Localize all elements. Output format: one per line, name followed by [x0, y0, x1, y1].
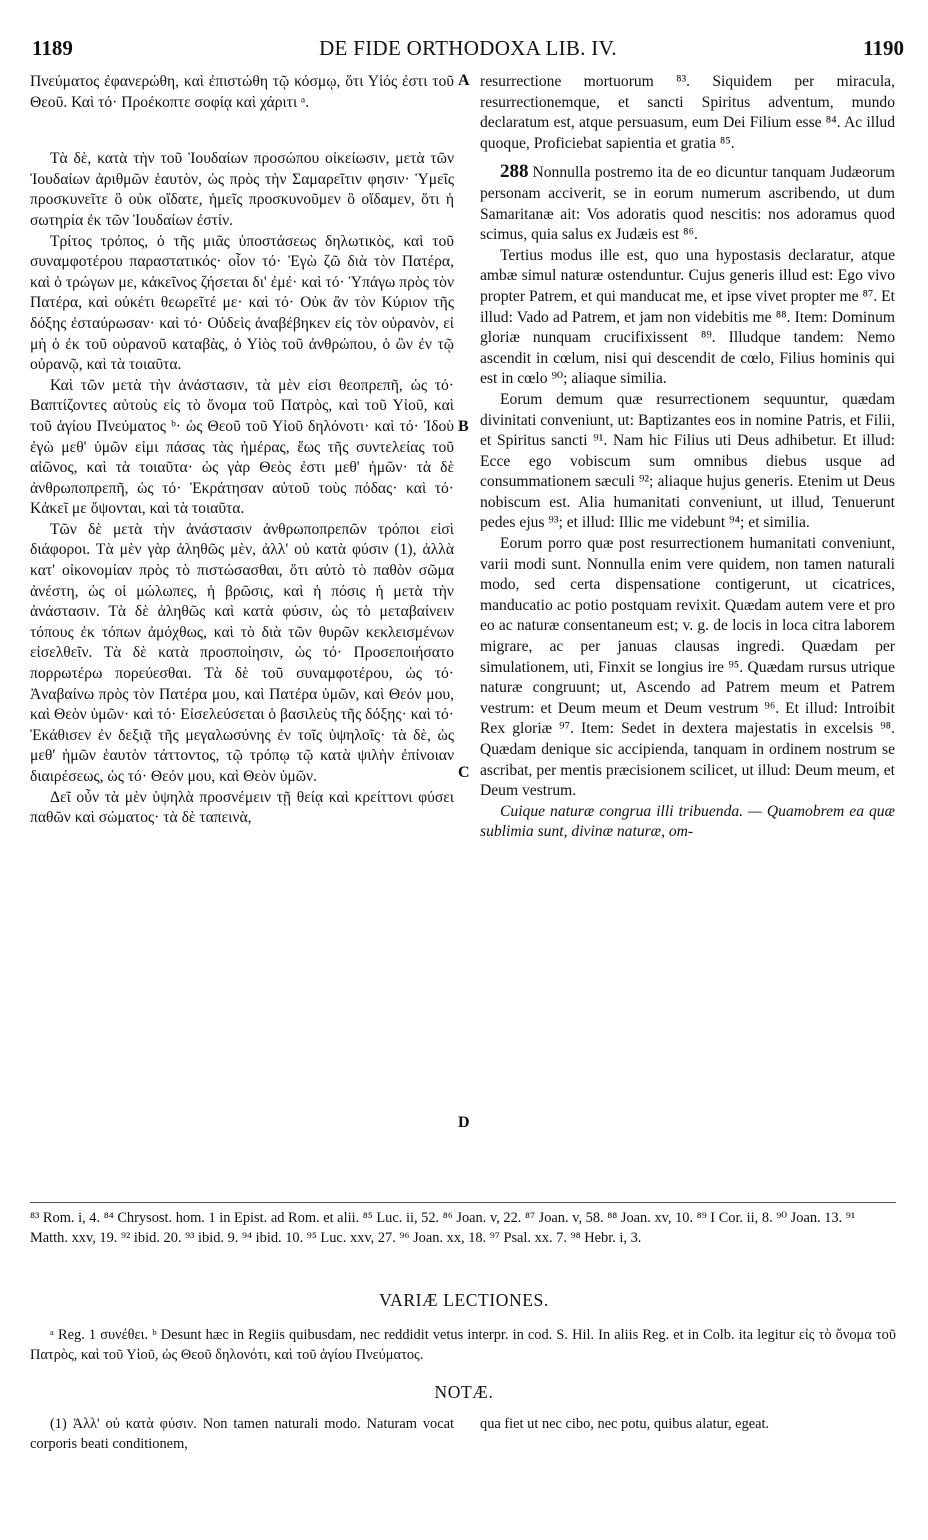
greek-paragraph: Τῶν δὲ μετὰ τὴν ἀνάστασιν ἀνθρωποπρεπῶν τρόποι εἰσὶ διάφοροι. Τὰ μὲν γὰρ ἀληθῶς μὲν, ἀλλ' οὐ κατὰ φύσιν (1), ἀλλὰ κατ' οἰκονομίαν πρὸς τὸ πιστώσασθαι, ὅτι αὐτὸ τὸ παθὸν σῶμα ἀνέστη, ὡς οἱ μώλωπες, ἡ βρῶσις, καὶ ἡ πόσις ἡ μετὰ τὴν ἀνάστασιν. Τὰ δὲ ἀληθῶς καὶ κατὰ φύσιν, ὡς τὸ μεταβαίνειν τόπους ἐκ τόπων ἀμόχθως, καὶ τὸ διὰ τῶν θυρῶν κεκλεισμένων εἰσελθεῖν. Τὰ δὲ κατὰ προσποίησιν, ὡς τό· Προσεποιήσατο πορρωτέρω πορεύεσθαι. Τὰ δὲ τοῦ συναμφοτέρου, ὡς τό· Ἀναβαίνω πρὸς τὸν Πατέρα μου, καὶ Πατέρα ὑμῶν, καὶ Θεόν μου, καὶ Θεὸν ὑμῶν· καὶ τό· Εἰσελεύσεται ὁ βασιλεὺς τῆς δόξης· καὶ τό· Ἐκάθισεν ἐν δεξιᾷ τῆς μεγαλωσύνης ἐν τοῖς ὑψηλοῖς· τὰ δὲ, ὡς μεθ' ἡμῶν ἑαυτὸν τάττοντος, τῷ τρόπῳ τῷ κατὰ ψιλὴν ἐπίνοιαν διαιρέσεως, ὡς τό· Θεόν μου, καὶ Θεὸν ὑμῶν. — [30, 520, 454, 785]
latin-column — [480, 72, 895, 843]
latin-paragraph: Tertius modus ille est, quo una hypostasis declaratur, atque ambæ simul naturæ ostenduntur. Cujus generis illud est: Ego vivo propter Patrem, et qui manducat me, et ipse vivet propter me ⁸⁷. Et illud: Vado ad Patrem, et jam non videbitis me ⁸⁸. Item: Dominum gloriæ nunquam crucifixissent ⁸⁹. Illudque tandem: Nemo ascendit in cœlum, nisi qui descendit de cœlo, Filius hominis qui est in cœlo ⁹⁰; aliaque similia. — [480, 246, 895, 388]
notae-right-text: qua fiet ut nec cibo, nec potu, quibus alatur, egeat. — [480, 1416, 770, 1432]
latin-paragraph: resurrectione mortuorum ⁸³. Siquidem per miracula, resurrectionemque, et sancti Spiritus adventum, mundo declaratum est, atque persuasum, eum Dei Filium esse ⁸⁴. Ac illud quoque, Proficiebat sapientia et gratia ⁸⁵. — [480, 73, 895, 152]
notae-right — [480, 1414, 895, 1434]
running-header — [32, 36, 904, 66]
greek-paragraph: Τὰ δὲ, κατὰ τὴν τοῦ Ἰουδαίων προσώπου οἰκείωσιν, μετὰ τῶν Ἰουδαίων ἀριθμῶν ἑαυτὸν, ὡς πρὸς τὴν Σαμαρεῖτιν φησιν· Ὑμεῖς προσκυνεῖτε ὃ οὐκ οἴδατε, ἡμεῖς προσκυνοῦμεν ὃ οἴδαμεν, ὅτι ἡ σωτηρία ἐκ τῶν Ἰουδαίων ἐστίν. — [30, 150, 454, 229]
page-number-left: 1189 — [32, 36, 73, 60]
footnote-text: ⁸³ Rom. i, 4. ⁸⁴ Chrysost. hom. 1 in Epist. ad Rom. et alii. ⁸⁵ Luc. ii, 52. ⁸⁶ Joan. v, 22. ⁸⁷ Joan. v, 58. ⁸⁸ Joan. xv, 10. ⁸⁹ I Cor. ii, 8. ⁹⁰ Joan. 13. ⁹¹ Matth. xxv, 19. ⁹² ibid. 20. ⁹³ ibid. 9. ⁹⁴ ibid. 10. ⁹⁵ Luc. xxv, 27. ⁹⁶ Joan. xx, 18. ⁹⁷ Psal. xx. 7. ⁹⁸ Hebr. i, 3. — [30, 1210, 856, 1246]
footnote-rule — [30, 1202, 896, 1203]
variae-lectiones-text: ᵃ Reg. 1 συνέθει. ᵇ Desunt hæc in Regiis quibusdam, nec reddidit vetus interpr. in cod. S. Hil. In aliis Reg. et in Colb. ita legitur εἰς τὸ ὄνομα τοῦ Πατρὸς, καὶ τοῦ Υἱοῦ, ὡς Θεοῦ δηλονότι, καὶ τοῦ ἁγίου Πνεύματος. — [30, 1327, 896, 1363]
margin-marker-c: C — [458, 764, 470, 781]
margin-marker-a: A — [458, 72, 470, 89]
latin-paragraph-text: Nonnulla postremo ita de eo dicuntur tanquam Judæorum personam acciverit, se in eorum numerum ascribendo, ut dum Samaritanæ ait: Vos adoratis quod nescitis: nos adoramus quod scimus, quia salus ex Judæis est ⁸⁶. — [480, 164, 895, 244]
latin-paragraph: Eorum porro quæ post resurrectionem humanitati conveniunt, varii modi sunt. Nonnulla enim vere quidem, non tamen naturali modo, sed certa dispensatione contigerunt, ut cicatrices, manducatio ac potio postquam revixit. Quædam autem vere et pro eo ac naturæ consentaneum est; v. g. de locis in loca citra laborem migrare, ac per januas clausas ingredi. Quædam per simulationem, uti, Finxit se longius ire ⁹⁵. Quædam rursus utrique naturæ congruunt; ut, Ascendo ad Patrem meum et Patrem vestrum: et Deum meum et Deum vestrum ⁹⁶. Et illud: Introibit Rex gloriæ ⁹⁷. Item: Sedet in dextera majestatis in excelsis ⁹⁸. Quædam denique sic accipienda, tanquam in ordinem nostrum se ascribat, per mentis præcisionem scilicet, ut illud: Deum meum, et Deum vestrum. — [480, 535, 895, 800]
variae-lectiones — [30, 1325, 896, 1365]
margin-marker-d: D — [458, 1114, 470, 1131]
greek-paragraph: Πνεύματος ἐφανερώθη, καὶ ἐπιστώθη τῷ κόσμῳ, ὅτι Υἱός ἐστι τοῦ Θεοῦ. Καὶ τό· Προέκοπτε σοφίᾳ καὶ χάριτι ᵃ. — [30, 73, 454, 111]
running-title: DE FIDE ORTHODOXA LIB. IV. — [319, 36, 617, 60]
latin-paragraph-288 — [480, 162, 895, 245]
greek-paragraph: Τρίτος τρόπος, ὁ τῆς μιᾶς ὑποστάσεως δηλωτικὸς, καὶ τοῦ συναμφοτέρου παραστατικός· οἷον τό· Ἐγὼ ζῶ διὰ τὸν Πατέρα, καὶ ὁ τρώγων με, κἀκεῖνος ζήσεται δι' ἐμέ· καὶ τό· Ὑπάγω πρὸς τὸν Πατέρα, καὶ οὐκέτι θεωρεῖτέ με· καὶ τό· Οὐκ ἂν τὸν Κύριον τῆς δόξης ἐσταύρωσαν· καὶ τό· Οὐδεὶς ἀναβέβηκεν εἰς τὸν οὐρανὸν, εἰ μὴ ὁ ἐκ τοῦ οὐρανοῦ καταβὰς, ὁ Υἱὸς τοῦ ἀνθρώπου, ὁ ὢν ἐν τῷ οὐρανῷ, καὶ τὰ τοιαῦτα. — [30, 232, 454, 374]
variae-lectiones-heading: VARIÆ LECTIONES. — [379, 1290, 549, 1310]
page-number-right: 1190 — [863, 36, 904, 60]
latin-paragraph: Eorum demum quæ resurrectionem sequuntur, quædam divinitati conveniunt, ut: Baptizantes eos in nomine Patris, et Filii, et Spiritus sancti ⁹¹. Nam hic Filius uti Deus adhibetur. Et illud: Ecce ego vobiscum sum omnibus diebus usque ad consummationem sæculi ⁹²; aliaque hujus generis. Etenim ut Deus nobiscum est. Alia humanitati conveniunt, ut illud, Tenuerunt pedes ejus ⁹³; et illud: Illic me videbunt ⁹⁴; et similia. — [480, 390, 895, 532]
footnotes — [30, 1208, 895, 1248]
margin-marker-b: B — [458, 418, 469, 435]
notae-left-text: (1) Ἀλλ' οὐ κατὰ φύσιν. Non tamen naturali modo. Naturam vocat corporis beati conditionem, — [30, 1416, 454, 1452]
greek-paragraph: Καὶ τῶν μετὰ τὴν ἀνάστασιν, τὰ μὲν εἰσι θεοπρεπῆ, ὡς τό· Βαπτίζοντες αὐτοὺς εἰς τὸ ὄνομα τοῦ Πατρὸς, καὶ τοῦ Υἱοῦ, καὶ τοῦ ἁγίου Πνεύματος ᵇ· ὡς Θεοῦ τοῦ Υἱοῦ δηλόνοτι· καὶ τό· Ἰδοὺ ἐγὼ μεθ' ὑμῶν εἰμι πάσας τὰς ἡμέρας, ἕως τῆς συντελείας τοῦ αἰῶνος, καὶ τὰ τοιαῦτα· ὡς γὰρ Θεὸς ἐστι μεθ' ἡμῶν· τὰ δὲ ἀνθρωποπρεπῆ, ὡς τό· Ἐκράτησαν αὐτοῦ τοὺς πόδας· καὶ τό· Κἀκεῖ με ὄψονται, καὶ τὰ τοιαῦτα. — [30, 376, 454, 518]
latin-paragraph: Cuique naturæ congrua illi tribuenda. — Quamobrem ea quæ sublimia sunt, divinæ naturæ, om- — [480, 802, 895, 841]
section-number: 288 — [500, 161, 529, 183]
notae-left — [30, 1414, 454, 1454]
greek-column — [30, 72, 454, 829]
notae-heading: NOTÆ. — [434, 1382, 494, 1402]
greek-paragraph: Δεῖ οὖν τὰ μὲν ὑψηλὰ προσνέμειν τῇ θείᾳ καὶ κρείττονι φύσει παθῶν καὶ σώματος· τὰ δὲ ταπεινὰ, — [30, 788, 454, 827]
